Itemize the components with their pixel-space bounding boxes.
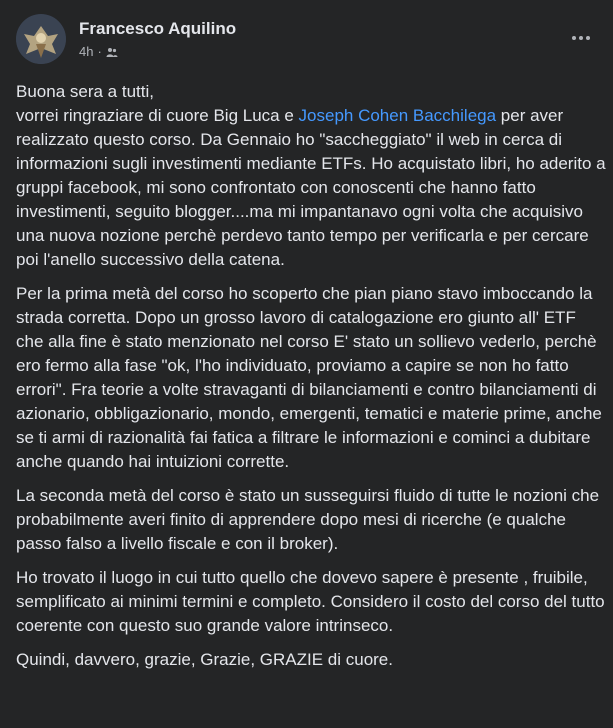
- author-name[interactable]: Francesco Aquilino: [79, 19, 237, 38]
- meta-separator: ·: [97, 44, 102, 59]
- post-paragraph-2: Per la prima metà del corso ho scoperto che pian piano stavo imboccando la strada corretta. Dopo un grosso lavoro di catalogazione ero giunto all' ETF che alla fine è stato menzionato nel corso E' stato un sollievo vederlo, perchè ero fermo alla fase "ok, l'ho individuato, proviamo a capire se non ho fatto errori". Fra teorie a volte stravaganti di bilanciamenti e contro bilanciamenti di azionario, obbligazionario, mondo, emergenti, tematici e materie prime, anche se ti armi di razionalità fai fatica a filtrare le informazioni e cominci a dubitare anche quando hai intuizioni corrette.: [16, 284, 602, 471]
- avatar-image: [16, 14, 66, 64]
- more-options-icon[interactable]: [567, 28, 595, 48]
- post-paragraph-3: La seconda metà del corso è stato un susseguirsi fluido di tutte le nozioni che probabilmente averi finito di apprendere dopo mesi di ricerche (e qualche passo falso a livello fiscale e con il broker).: [16, 486, 600, 553]
- post-meta: [79, 44, 118, 59]
- post-paragraph-5: Quindi, davvero, grazie, Grazie, GRAZIE di cuore.: [16, 650, 393, 669]
- post-paragraph-1: [16, 80, 606, 272]
- paragraph-1-text-a: Buona sera a tutti, vorrei ringraziare di cuore Big Luca e: [16, 82, 294, 125]
- post-header: [16, 14, 597, 62]
- author-avatar[interactable]: [16, 14, 66, 64]
- post-paragraph-4: Ho trovato il luogo in cui tutto quello che dovevo sapere è presente , fruibile, semplificato ai minimi termini e completo. Considero il costo del corso del tutto coerente con questo suo grande valore intrinseco.: [16, 568, 605, 635]
- paragraph-1-text-b: per aver realizzato questo corso. Da Gennaio ho "saccheggiato" il web in cerca di informazioni sugli investimenti mediante ETFs. Ho acquistato libri, ho aderito a gruppi facebook, mi sono confrontato con conoscenti che hanno fatto investimenti, seguito blogger....ma mi impantanavo ogni volta che acquisivo una nuova nozione perchè perdevo tanto tempo per verificarla e per cercare poi l'anello successivo della catena.: [16, 106, 606, 269]
- friends-icon[interactable]: [106, 46, 118, 58]
- post-time[interactable]: 4h: [79, 44, 94, 59]
- mention-link[interactable]: Joseph Cohen Bacchilega: [298, 106, 497, 125]
- post-content: [16, 80, 606, 682]
